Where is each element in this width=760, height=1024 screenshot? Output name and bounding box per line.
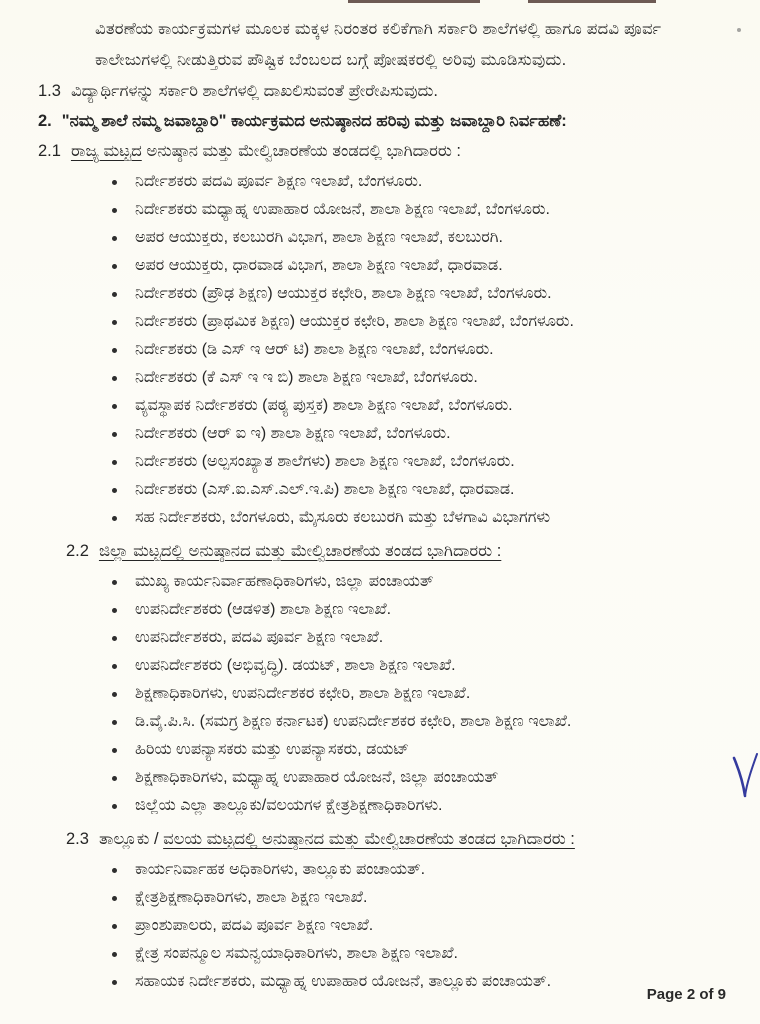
bullet-icon [112, 692, 117, 697]
section-number: 2.1 [38, 142, 61, 160]
list-item-text: ಸಹಾಯಕ ನಿರ್ದೇಶಕರು, ಮಧ್ಯಾಹ್ನ ಉಪಾಹಾರ ಯೋಜನೆ, ತಾಲ್ಲೂಕು ಪಂಚಾಯತ್. [135, 973, 552, 990]
list-item [112, 168, 740, 196]
list-item [112, 596, 740, 624]
bullet-icon [112, 264, 117, 269]
list-item-text: ಸಹ ನಿರ್ದೇಶಕರು, ಬೆಂಗಳೂರು, ಮೈಸೂರು ಕಲಬುರಗಿ ಮತ್ತು ಬೆಳಗಾವಿ ವಿಭಾಗಗಳು [135, 509, 551, 526]
list-item [112, 364, 740, 392]
bullet-icon [112, 404, 117, 409]
scan-artifact-bar [348, 0, 480, 3]
list-item [112, 224, 740, 252]
bullet-icon [112, 348, 117, 353]
list-item [112, 448, 740, 476]
section-2-1-heading [38, 136, 730, 166]
section-heading-text [99, 824, 575, 854]
list-item-text: ನಿರ್ದೇಶಕರು (ಆರ್ ಐ ಇ) ಶಾಲಾ ಶಿಕ್ಷಣ ಇಲಾಖೆ, ಬೆಂಗಳೂರು. [135, 425, 451, 442]
list-item [112, 912, 740, 940]
page-number-label: Page 2 of 9 [646, 986, 726, 1003]
bullet-icon [112, 776, 117, 781]
list-item-text: ಜಿಲ್ಲೆಯ ಎಲ್ಲಾ ತಾಲ್ಲೂಕು/ವಲಯಗಳ ಕ್ಷೇತ್ರಶಿಕ್ಷಣಾಧಿಕಾರಿಗಳು. [135, 797, 443, 814]
item-text: ವಿದ್ಯಾರ್ಥಿಗಳನ್ನು ಸರ್ಕಾರಿ ಶಾಲೆಗಳಲ್ಲಿ ದಾಖಲಿಸುವಂತೆ ಪ್ರೇರೇಪಿಸುವುದು. [70, 82, 438, 100]
heading-underlined: ರಾಜ್ಯ ಮಟ್ಟದ [70, 142, 142, 160]
list-item-text: ಕ್ಷೇತ್ರ ಸಂಪನ್ಮೂಲ ಸಮನ್ವಯಾಧಿಕಾರಿಗಳು, ಶಾಲಾ ಶಿಕ್ಷಣ ಇಲಾಖೆ. [135, 945, 458, 962]
list-item-text: ಶಿಕ್ಷಣಾಧಿಕಾರಿಗಳು, ಮಧ್ಯಾಹ್ನ ಉಪಾಹಾರ ಯೋಜನೆ, ಜಿಲ್ಲಾ ಪಂಚಾಯತ್ [135, 769, 499, 786]
list-item-text: ನಿರ್ದೇಶಕರು (ಕೆ ಎಸ್ ಇ ಇ ಬಿ) ಶಾಲಾ ಶಿಕ್ಷಣ ಇಲಾಖೆ, ಬೆಂಗಳೂರು. [135, 369, 478, 386]
list-item [112, 736, 740, 764]
bullet-icon [112, 924, 117, 929]
bullet-icon [112, 748, 117, 753]
section-2-3-list [0, 856, 760, 996]
list-item [112, 308, 740, 336]
heading-underlined: ವಲಯ ಮಟ್ಟದಲ್ಲಿ ಅನುಷ್ಠಾನದ ಮತ್ತು ಮೇಲ್ವಿಚಾರಣೆಯ ತಂಡದ ಭಾಗಿದಾರರು : [163, 830, 575, 848]
list-item [112, 856, 740, 884]
list-item [112, 680, 740, 708]
list-item-text: ಉಪನಿರ್ದೇಶಕರು (ಅಭಿವೃದ್ಧಿ). ಡಯಟ್, ಶಾಲಾ ಶಿಕ್ಷಣ ಇಲಾಖೆ. [135, 657, 456, 674]
list-item [112, 420, 740, 448]
list-item [112, 392, 740, 420]
list-item-text: ಅಪರ ಆಯುಕ್ತರು, ಕಲಬುರಗಿ ವಿಭಾಗ, ಶಾಲಾ ಶಿಕ್ಷಣ ಇಲಾಖೆ, ಕಲಬುರಗಿ. [135, 229, 503, 246]
list-item-text: ನಿರ್ದೇಶಕರು (ಪ್ರಾಥಮಿಕ ಶಿಕ್ಷಣ) ಆಯುಕ್ತರ ಕಛೇರಿ, ಶಾಲಾ ಶಿಕ್ಷಣ ಇಲಾಖೆ, ಬೆಂಗಳೂರು. [135, 313, 574, 330]
bullet-icon [112, 236, 117, 241]
heading-rest: ಅನುಷ್ಠಾನ ಮತ್ತು ಮೇಲ್ವಿಚಾರಣೆಯ ತಂಡದಲ್ಲಿ ಭಾಗಿದಾರರು : [141, 142, 462, 160]
list-item [112, 568, 740, 596]
list-item-text: ಉಪನಿರ್ದೇಶಕರು (ಆಡಳಿತ) ಶಾಲಾ ಶಿಕ್ಷಣ ಇಲಾಖೆ. [135, 601, 392, 618]
bullet-icon [112, 432, 117, 437]
section-number: 2.2 [66, 542, 89, 560]
section-heading-text [99, 536, 501, 566]
list-item [112, 196, 740, 224]
list-item [112, 968, 740, 996]
list-item-text: ವ್ಯವಸ್ಥಾಪಕ ನಿರ್ದೇಶಕರು (ಪಠ್ಯ ಪುಸ್ತಕ) ಶಾಲಾ ಶಿಕ್ಷಣ ಇಲಾಖೆ, ಬೆಂಗಳೂರು. [135, 397, 513, 414]
list-item [112, 476, 740, 504]
list-item-text: ನಿರ್ದೇಶಕರು ಮಧ್ಯಾಹ್ನ ಉಪಾಹಾರ ಯೋಜನೆ, ಶಾಲಾ ಶಿಕ್ಷಣ ಇಲಾಖೆ, ಬೆಂಗಳೂರು. [135, 201, 550, 218]
heading-underlined: ಜಿಲ್ಲಾ ಮಟ್ಟದಲ್ಲಿ ಅನುಷ್ಠಾನದ ಮತ್ತು ಮೇಲ್ವಿಚಾರಣೆಯ ತಂಡದ ಭಾಗಿದಾರರು : [98, 542, 502, 560]
bullet-icon [112, 488, 117, 493]
bullet-icon [112, 460, 117, 465]
bullet-icon [112, 636, 117, 641]
document-body [0, 12, 760, 1000]
list-item-text: ನಿರ್ದೇಶಕರು (ಪ್ರೌಢ ಶಿಕ್ಷಣ) ಆಯುಕ್ತರ ಕಛೇರಿ, ಶಾಲಾ ಶಿಕ್ಷಣ ಇಲಾಖೆ, ಬೆಂಗಳೂರು. [135, 285, 552, 302]
bullet-icon [112, 208, 117, 213]
list-item-text: ಪ್ರಾಂಶುಪಾಲರು, ಪದವಿ ಪೂರ್ವ ಶಿಕ್ಷಣ ಇಲಾಖೆ. [135, 917, 374, 934]
item-text: "ನಮ್ಮ ಶಾಲೆ ನಮ್ಮ ಜವಾಬ್ದಾರಿ" ಕಾರ್ಯಕ್ರಮದ ಅನುಷ್ಠಾನದ ಹರಿವು ಮತ್ತು ಜವಾಬ್ದಾರಿ ನಿರ್ವಹಣೆ: [61, 112, 567, 130]
list-item [112, 792, 740, 820]
bullet-icon [112, 516, 117, 521]
section-heading-text [71, 136, 461, 166]
bullet-icon [112, 868, 117, 873]
list-item [112, 336, 740, 364]
section-2-3-heading [66, 824, 730, 854]
list-item-text: ಮುಖ್ಯ ಕಾರ್ಯನಿರ್ವಾಹಣಾಧಿಕಾರಿಗಳು, ಜಿಲ್ಲಾ ಪಂಚಾಯತ್ [135, 573, 434, 590]
list-item-text: ಹಿರಿಯ ಉಪನ್ಯಾಸಕರು ಮತ್ತು ಉಪನ್ಯಾಸಕರು, ಡಯಟ್ [135, 741, 410, 758]
scan-artifact-bar [528, 0, 656, 3]
item-number: 1.3 [38, 82, 61, 100]
list-item [112, 252, 740, 280]
section-2-1-list [0, 168, 760, 532]
bullet-icon [112, 180, 117, 185]
bullet-icon [112, 896, 117, 901]
list-item [112, 708, 740, 736]
list-item-text: ನಿರ್ದೇಶಕರು (ಡಿ ಎಸ್ ಇ ಆರ್ ಟಿ) ಶಾಲಾ ಶಿಕ್ಷಣ ಇಲಾಖೆ, ಬೆಂಗಳೂರು. [135, 341, 494, 358]
pen-checkmark-annotation [730, 752, 760, 802]
section-2-2-heading [66, 536, 730, 566]
list-item [112, 940, 740, 968]
list-item-text: ನಿರ್ದೇಶಕರು (ಅಲ್ಪಸಂಖ್ಯಾತ ಶಾಲೆಗಳು) ಶಾಲಾ ಶಿಕ್ಷಣ ಇಲಾಖೆ, ಬೆಂಗಳೂರು. [135, 453, 515, 470]
list-item-text: ಡಿ.ವೈ.ಪಿ.ಸಿ. (ಸಮಗ್ರ ಶಿಕ್ಷಣ ಕರ್ನಾಟಕ) ಉಪನಿರ್ದೇಶಕರ ಕಛೇರಿ, ಶಾಲಾ ಶಿಕ್ಷಣ ಇಲಾಖೆ. [135, 713, 572, 730]
list-item-text: ಕಾರ್ಯನಿರ್ವಾಹಕ ಅಧಿಕಾರಿಗಳು, ತಾಲ್ಲೂಕು ಪಂಚಾಯತ್. [135, 861, 426, 878]
bullet-icon [112, 292, 117, 297]
section-2-2-list [0, 568, 760, 820]
list-item [112, 504, 740, 532]
item-1-3 [38, 76, 730, 106]
bullet-icon [112, 952, 117, 957]
bullet-icon [112, 580, 117, 585]
list-item [112, 884, 740, 912]
section-number: 2.3 [66, 830, 89, 848]
list-item [112, 652, 740, 680]
list-item-text: ಉಪನಿರ್ದೇಶಕರು, ಪದವಿ ಪೂರ್ವ ಶಿಕ್ಷಣ ಇಲಾಖೆ. [135, 629, 384, 646]
list-item-text: ಕ್ಷೇತ್ರಶಿಕ್ಷಣಾಧಿಕಾರಿಗಳು, ಶಾಲಾ ಶಿಕ್ಷಣ ಇಲಾಖೆ. [135, 889, 368, 906]
heading-prefix: ತಾಲ್ಲೂಕು / [98, 830, 164, 848]
list-item-text: ನಿರ್ದೇಶಕರು ಪದವಿ ಪೂರ್ವ ಶಿಕ್ಷಣ ಇಲಾಖೆ, ಬೆಂಗಳೂರು. [135, 173, 423, 190]
bullet-icon [112, 376, 117, 381]
bullet-icon [112, 804, 117, 809]
list-item [112, 280, 740, 308]
item-number: 2. [38, 112, 52, 130]
list-item [112, 764, 740, 792]
list-item-text: ನಿರ್ದೇಶಕರು (ಎಸ್.ಐ.ಎಸ್.ಎಲ್.ಇ.ಪಿ) ಶಾಲಾ ಶಿಕ್ಷಣ ಇಲಾಖೆ, ಧಾರವಾಡ. [135, 481, 515, 498]
intro-paragraph: ವಿತರಣೆಯ ಕಾರ್ಯಕ್ರಮಗಳ ಮೂಲಕ ಮಕ್ಕಳ ನಿರಂತರ ಕಲಿಕೆಗಾಗಿ ಸರ್ಕಾರಿ ಶಾಲೆಗಳಲ್ಲಿ ಹಾಗೂ ಪದವಿ ಪೂರ್ವ ಕಾಲೇಜುಗಳಲ್ಲಿ ನೀಡುತ್ತಿರುವ ಪೌಷ್ಟಿಕ ಬೆಂಬಲದ ಬಗ್ಗೆ ಪೋಷಕರಲ್ಲಿ ಅರಿವು ಮೂಡಿಸುವುದು. [95, 20, 662, 69]
list-item [112, 624, 740, 652]
bullet-icon [112, 980, 117, 985]
bullet-icon [112, 720, 117, 725]
list-item-text: ಅಪರ ಆಯುಕ್ತರು, ಧಾರವಾಡ ವಿಭಾಗ, ಶಾಲಾ ಶಿಕ್ಷಣ ಇಲಾಖೆ, ಧಾರವಾಡ. [135, 257, 503, 274]
section-2-heading [38, 106, 730, 136]
bullet-icon [112, 608, 117, 613]
bullet-icon [112, 320, 117, 325]
bullet-icon [112, 664, 117, 669]
list-item-text: ಶಿಕ್ಷಣಾಧಿಕಾರಿಗಳು, ಉಪನಿರ್ದೇಶಕರ ಕಛೇರಿ, ಶಾಲಾ ಶಿಕ್ಷಣ ಇಲಾಖೆ. [135, 685, 471, 702]
